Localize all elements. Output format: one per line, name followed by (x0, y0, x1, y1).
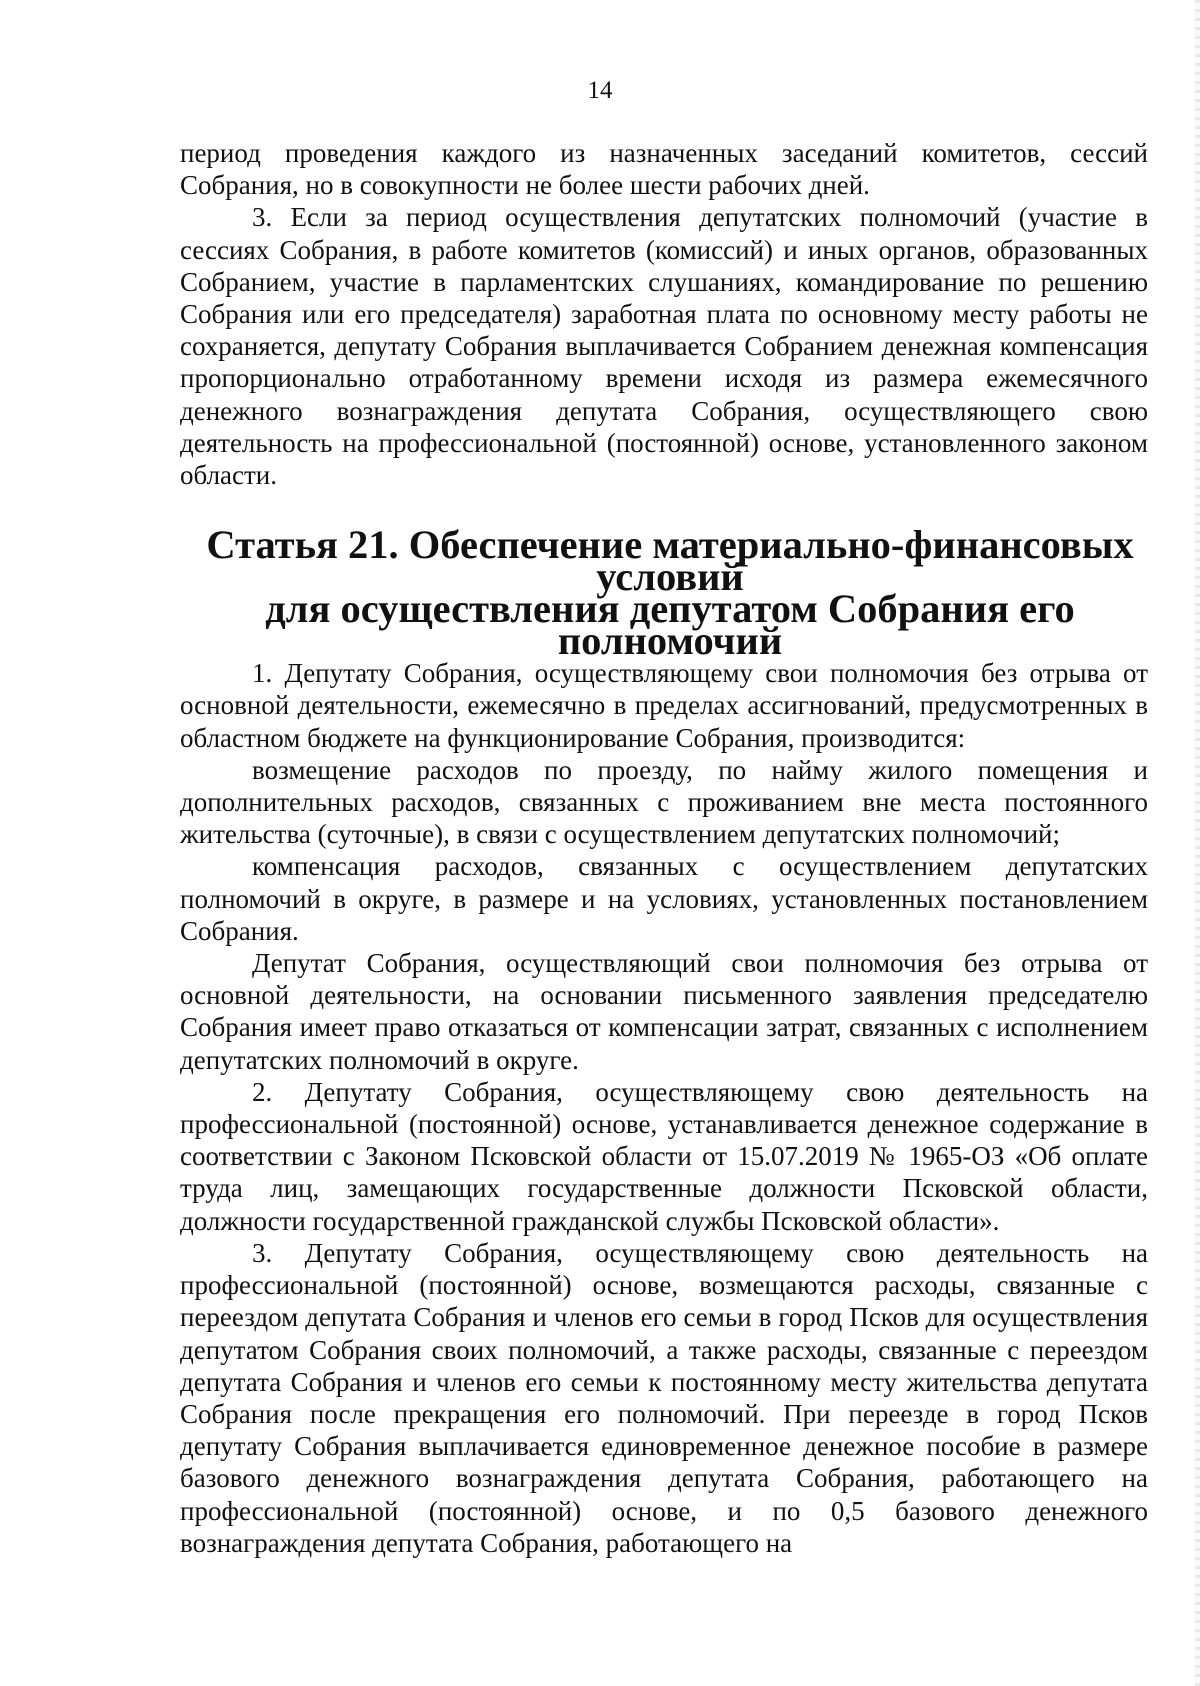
paragraph-item-2: 2. Депутату Собрания, осуществляющему свою деятельность на профессиональной (постоянной) основе, устанавливается денежное содержание в соответствии с Законом Псковской области от 15.07.2019 № 1965-ОЗ «Об оплате труда лиц, замещающих государственные должности Псковской области, должности государственной гражданской службы Псковской области». (180, 1076, 1148, 1236)
paragraph-waiver: Депутат Собрания, осуществляющий свои полномочия без отрыва от основной деятельности, на основании письменного заявления председателю Собрания имеет право отказаться от компенсации затрат, связанных с исполнением депутатских полномочий в округе. (180, 948, 1148, 1075)
paragraph-travel-expenses: возмещение расходов по проезду, по найму жилого помещения и дополнительных расходов, связанных с проживанием вне места постоянного жительства (суточные), в связи с осуществлением депутатских полномочий; (180, 754, 1148, 850)
paragraph-item-3: 3. Если за период осуществления депутатских полномочий (участие в сессиях Собрания, в работе комитетов (комиссий) и иных органов, образованных Собранием, участие в парламентских слушаниях, командирование по решению Собрания или его председателя) заработная плата по основному месту работы не сохраняется, депутату Собрания выплачивается Собранием денежная компенсация пропорционально отработанному времени исходя из размера ежемесячного денежного вознаграждения депутата Собрания, осуществляющего свою деятельность на профессиональной (постоянной) основе, установленного законом области. (180, 202, 1148, 491)
paragraph-district-compensation: компенсация расходов, связанных с осуществлением депутатских полномочий в округе, в размере и на условиях, установленных постановлением Собрания. (180, 851, 1148, 946)
article-title-line-2: для осуществления депутатом Собрания его полномочий (265, 586, 1075, 664)
paragraph-item-3-relocation: 3. Депутату Собрания, осуществляющему свою деятельность на профессиональной (постоянной) основе, возмещаются расходы, связанные с переездом депутата Собрания и членов его семьи в город Псков для осуществления депутатом Собрания своих полномочий, а также расходы, связанные с переездом депутата Собрания и членов его семьи к постоянному месту жительства депутата Собрания после прекращения его полномочий. При переезде в город Псков депутату Собрания выплачивается единовременное денежное пособие в размере базового денежного вознаграждения депутата Собрания, работающего на профессиональной (постоянной) основе, и по 0,5 базового денежного вознаграждения депутата Собрания, работающего на (180, 1237, 1148, 1558)
scan-edge-artifact (1195, 0, 1200, 1686)
article-title-line-1: Статья 21. Обеспечение материально-финансовых условий (206, 522, 1134, 600)
paragraph-continuation: период проведения каждого из назначенных заседаний комитетов, сессий Собрания, но в совокупности не более шести рабочих дней. (180, 138, 1148, 201)
page-number: 14 (587, 77, 613, 104)
paragraph-item-1: 1. Депутату Собрания, осуществляющему свои полномочия без отрыва от основной деятельности, ежемесячно в пределах ассигнований, предусмотренных в областном бюджете на функционирование Собрания, производится: (180, 658, 1148, 753)
article-heading (180, 522, 1148, 664)
document-body (180, 137, 1148, 1559)
